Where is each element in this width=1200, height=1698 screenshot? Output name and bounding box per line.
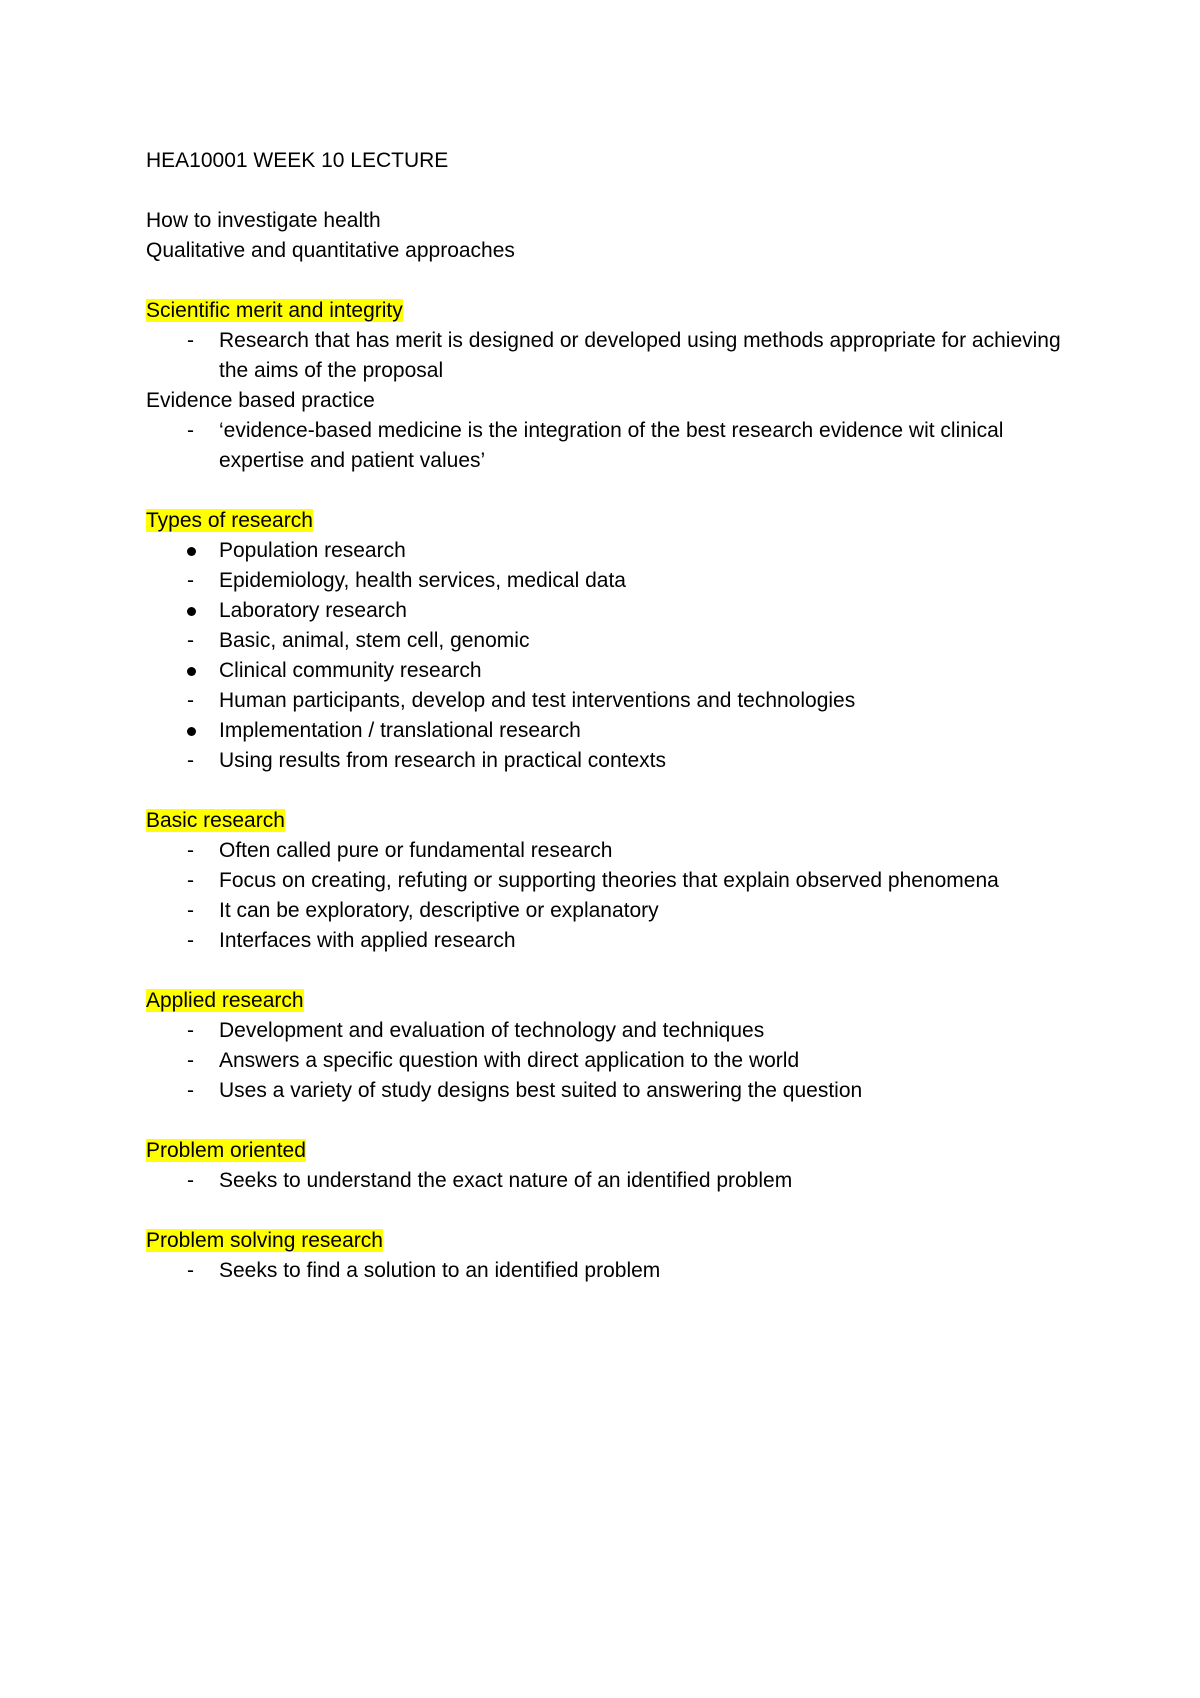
problem-solving-list (146, 1256, 1076, 1286)
highlighted-heading: Types of research (146, 509, 313, 532)
list-item (146, 626, 1076, 656)
spacer (146, 1196, 1076, 1226)
list-item (146, 596, 1076, 626)
list-item (146, 716, 1076, 746)
spacer (146, 776, 1076, 806)
list-item (146, 1076, 1076, 1106)
list-item (146, 1256, 1076, 1286)
list-item (146, 326, 1076, 386)
list-item-text: Basic, animal, stem cell, genomic (219, 629, 530, 652)
list-item-text: Seeks to find a solution to an identified problem (219, 1259, 661, 1282)
section-heading-problem-oriented (146, 1136, 1076, 1166)
applied-list (146, 1016, 1076, 1106)
list-item (146, 746, 1076, 776)
section-heading-basic (146, 806, 1076, 836)
problem-oriented-list (146, 1166, 1076, 1196)
evidence-list (146, 416, 1076, 476)
list-item-text: Seeks to understand the exact nature of an identified problem (219, 1169, 793, 1192)
section-heading-types (146, 506, 1076, 536)
section-heading-problem-solving (146, 1226, 1076, 1256)
list-item (146, 896, 1076, 926)
section-heading-merit (146, 296, 1076, 326)
list-item-text: Clinical community research (219, 659, 482, 682)
subtitle-line: How to investigate health (146, 209, 381, 232)
list-item (146, 566, 1076, 596)
highlighted-heading: Problem oriented (146, 1139, 306, 1162)
list-item (146, 416, 1076, 476)
subtitle-line: Qualitative and quantitative approaches (146, 239, 515, 262)
types-list (146, 536, 1076, 776)
list-item-text: Human participants, develop and test interventions and technologies (219, 689, 856, 712)
merit-list (146, 326, 1076, 386)
highlighted-heading: Applied research (146, 989, 304, 1012)
list-item-text: Development and evaluation of technology and techniques (219, 1019, 765, 1042)
spacer (146, 1106, 1076, 1136)
list-item (146, 1016, 1076, 1046)
spacer (146, 176, 1076, 206)
list-item (146, 866, 1076, 896)
highlighted-heading: Scientific merit and integrity (146, 299, 403, 322)
spacer (146, 956, 1076, 986)
list-item-text: Research that has merit is designed or developed using methods appropriate for achieving the aims of the proposal (219, 329, 1061, 382)
list-item (146, 836, 1076, 866)
list-item (146, 1046, 1076, 1076)
document-body (146, 146, 1076, 1286)
list-item-text: Often called pure or fundamental research (219, 839, 613, 862)
spacer (146, 266, 1076, 296)
list-item-text: Laboratory research (219, 599, 407, 622)
list-item-text: Interfaces with applied research (219, 929, 516, 952)
subheading-evidence: Evidence based practice (146, 389, 375, 412)
list-item (146, 656, 1076, 686)
document-title: HEA10001 WEEK 10 LECTURE (146, 149, 449, 172)
list-item-text: Epidemiology, health services, medical data (219, 569, 626, 592)
list-item (146, 1166, 1076, 1196)
list-item-text: ‘evidence-based medicine is the integration of the best research evidence wit clinical expertise and patient values’ (219, 419, 1004, 472)
list-item-text: Uses a variety of study designs best suited to answering the question (219, 1079, 863, 1102)
section-heading-applied (146, 986, 1076, 1016)
list-item-text: Implementation / translational research (219, 719, 581, 742)
list-item-text: Answers a specific question with direct application to the world (219, 1049, 800, 1072)
list-item (146, 926, 1076, 956)
list-item-text: Focus on creating, refuting or supporting theories that explain observed phenomena (219, 869, 999, 892)
list-item (146, 536, 1076, 566)
list-item-text: Using results from research in practical contexts (219, 749, 666, 772)
basic-list (146, 836, 1076, 956)
list-item (146, 686, 1076, 716)
list-item-text: Population research (219, 539, 406, 562)
highlighted-heading: Basic research (146, 809, 285, 832)
highlighted-heading: Problem solving research (146, 1229, 383, 1252)
list-item-text: It can be exploratory, descriptive or explanatory (219, 899, 659, 922)
spacer (146, 476, 1076, 506)
